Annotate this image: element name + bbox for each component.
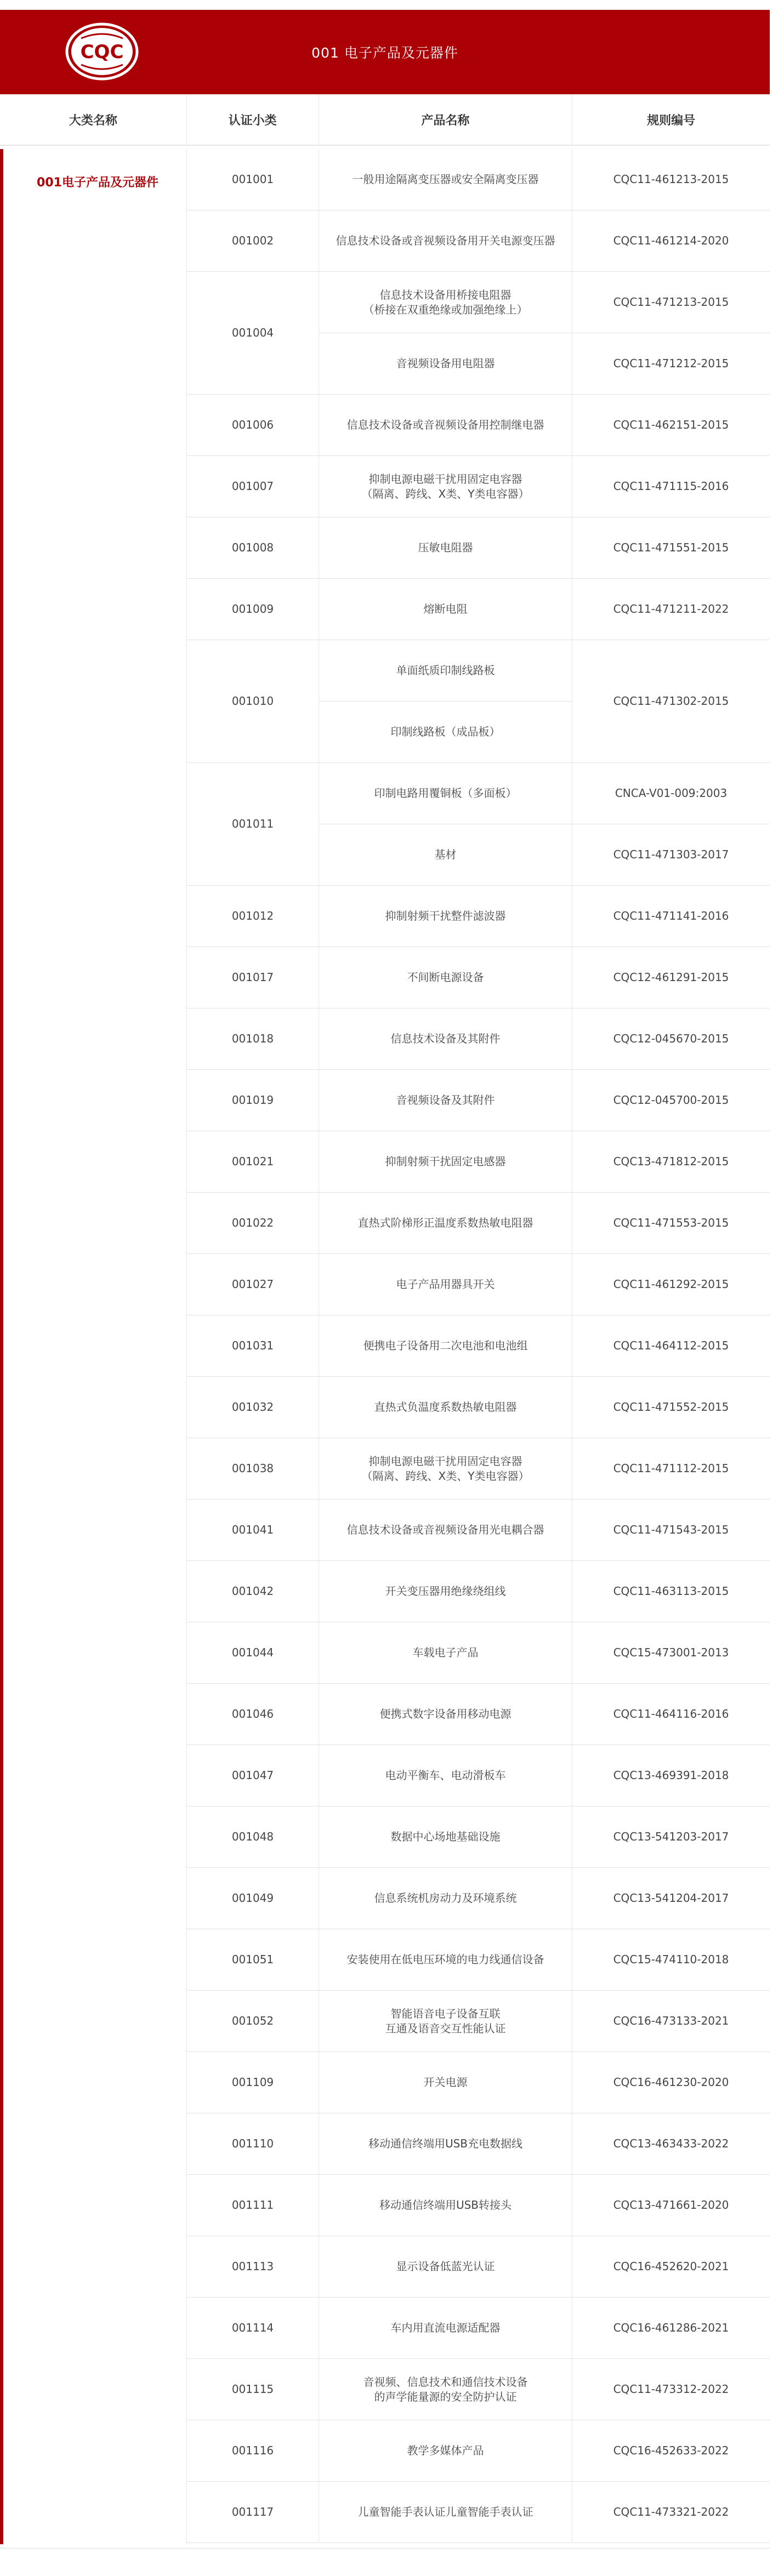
- table-row: [187, 1806, 770, 1868]
- rule-number: CQC11-471213-2015: [613, 295, 729, 309]
- cqc-logo-icon: [65, 22, 139, 81]
- product-name: 基材: [319, 824, 572, 885]
- table-row: [187, 2175, 770, 2236]
- product-name: 熔断电阻: [319, 579, 572, 640]
- product-name: 抑制射频干扰固定电感器: [319, 1131, 572, 1192]
- table-row: [187, 2420, 770, 2482]
- subclass-code: 001114: [187, 2298, 319, 2358]
- table-header: [0, 94, 770, 146]
- product-name: 信息系统机房动力及环境系统: [319, 1868, 572, 1929]
- table-row: [187, 2236, 770, 2298]
- rule-number: CQC11-471543-2015: [613, 1523, 729, 1536]
- table-row: [187, 149, 770, 210]
- rule-number: CQC16-473133-2021: [613, 2014, 729, 2027]
- product-name: 数据中心场地基础设施: [319, 1806, 572, 1867]
- rule-number: CQC11-461213-2015: [613, 173, 729, 186]
- product-name: 移动通信终端用USB充电数据线: [319, 2113, 572, 2174]
- subclass-code: 001009: [187, 579, 319, 640]
- rule-number: CQC13-469391-2018: [613, 1769, 729, 1782]
- product-name: 信息技术设备或音视频设备用光电耦合器: [319, 1500, 572, 1560]
- product-name: 不间断电源设备: [319, 947, 572, 1008]
- table-row: [187, 1008, 770, 1070]
- category-accent-bar: [0, 149, 3, 2544]
- subclass-code: 001044: [187, 1622, 319, 1683]
- table-row: [187, 640, 770, 763]
- subclass-code: 001113: [187, 2236, 319, 2297]
- subclass-code: 001031: [187, 1315, 319, 1376]
- product-name: 信息技术设备及其附件: [319, 1008, 572, 1069]
- rule-number: CQC11-461214-2020: [613, 234, 729, 247]
- subclass-code: 001052: [187, 1991, 319, 2051]
- table-row: [187, 579, 770, 640]
- rule-number: CQC11-461292-2015: [613, 1278, 729, 1291]
- rule-number: CQC12-045670-2015: [613, 1032, 729, 1045]
- rule-number: CQC15-474110-2018: [613, 1953, 729, 1966]
- product-name: 便携式数字设备用移动电源: [319, 1684, 572, 1745]
- subclass-code: 001046: [187, 1684, 319, 1745]
- table-row: [187, 456, 770, 517]
- table-row: [187, 1377, 770, 1438]
- rule-number: CQC11-471141-2016: [613, 909, 729, 922]
- table-row: [187, 1745, 770, 1806]
- table-row: [187, 763, 770, 886]
- subclass-code: 001047: [187, 1745, 319, 1806]
- rule-number: CQC11-473321-2022: [613, 2505, 729, 2518]
- table-row: [187, 1315, 770, 1377]
- table-row: [187, 2482, 770, 2543]
- table-row: [187, 1438, 770, 1500]
- subclass-code: 001018: [187, 1008, 319, 1069]
- product-name: 电动平衡车、电动滑板车: [319, 1745, 572, 1806]
- subclass-code: 001042: [187, 1561, 319, 1622]
- rule-number: CQC11-473312-2022: [613, 2383, 729, 2396]
- rule-number: CQC16-461230-2020: [613, 2076, 729, 2089]
- category-label: 001电子产品及元器件: [37, 176, 158, 190]
- header-category: 大类名称: [69, 113, 117, 128]
- table-body: [0, 149, 770, 2544]
- product-name: 直热式负温度系数热敏电阻器: [319, 1377, 572, 1438]
- product-name: 信息技术设备用桥接电阻器 （桥接在双重绝缘或加强绝缘上）: [319, 272, 572, 333]
- subclass-code: 001011: [187, 763, 319, 885]
- page-banner: [0, 10, 770, 94]
- table-row: [187, 886, 770, 947]
- subclass-code: 001004: [187, 272, 319, 394]
- product-name: 车载电子产品: [319, 1622, 572, 1683]
- product-name: 智能语音电子设备互联 互通及语音交互性能认证: [319, 1991, 572, 2051]
- product-name: 抑制电源电磁干扰用固定电容器 （隔离、跨线、X类、Y类电容器）: [319, 456, 572, 517]
- rule-number: CQC15-473001-2013: [613, 1646, 729, 1659]
- rule-number: CQC11-471553-2015: [613, 1216, 729, 1229]
- product-name: 显示设备低蓝光认证: [319, 2236, 572, 2297]
- product-name: 音视频、信息技术和通信技术设备 的声学能量源的安全防护认证: [319, 2359, 572, 2420]
- subclass-code: 001116: [187, 2420, 319, 2481]
- subclass-code: 001017: [187, 947, 319, 1008]
- subclass-code: 001049: [187, 1868, 319, 1929]
- table-row: [187, 1254, 770, 1315]
- product-name: 移动通信终端用USB转接头: [319, 2175, 572, 2236]
- table-row: [187, 210, 770, 272]
- subclass-code: 001007: [187, 456, 319, 517]
- product-name: 信息技术设备或音视频设备用控制继电器: [319, 395, 572, 455]
- subclass-code: 001002: [187, 210, 319, 271]
- product-name: 儿童智能手表认证儿童智能手表认证: [319, 2482, 572, 2543]
- subclass-code: 001001: [187, 149, 319, 210]
- table-row: [187, 2359, 770, 2420]
- table-row: [187, 272, 770, 395]
- product-name: 安装使用在低电压环境的电力线通信设备: [319, 1929, 572, 1990]
- table-footer-line: [0, 2547, 770, 2549]
- rule-number: CQC12-461291-2015: [613, 971, 729, 984]
- product-name: 抑制电源电磁干扰用固定电容器 （隔离、跨线、X类、Y类电容器）: [319, 1438, 572, 1499]
- subclass-code: 001109: [187, 2052, 319, 2113]
- subclass-code: 001006: [187, 395, 319, 455]
- product-name: 信息技术设备或音视频设备用开关电源变压器: [319, 210, 572, 271]
- subclass-code: 001115: [187, 2359, 319, 2420]
- rule-number: CQC13-541203-2017: [613, 1830, 729, 1843]
- svg-text:CQC: CQC: [80, 41, 124, 63]
- table-row: [187, 1561, 770, 1622]
- subclass-code: 001041: [187, 1500, 319, 1560]
- product-name: 开关变压器用绝缘绕组线: [319, 1561, 572, 1622]
- rule-number: CQC11-471302-2015: [613, 694, 729, 708]
- table-row: [187, 1991, 770, 2052]
- table-row: [187, 1929, 770, 1991]
- subclass-code: 001038: [187, 1438, 319, 1499]
- table-row: [187, 1500, 770, 1561]
- rule-number: CQC11-471303-2017: [613, 848, 729, 861]
- product-name: 印制线路板（成品板）: [319, 702, 572, 762]
- table-row: [187, 2052, 770, 2113]
- table-row: [187, 2298, 770, 2359]
- rule-number: CQC16-461286-2021: [613, 2321, 729, 2334]
- subclass-code: 001021: [187, 1131, 319, 1192]
- rule-number: CQC11-471552-2015: [613, 1400, 729, 1414]
- product-name: 教学多媒体产品: [319, 2420, 572, 2481]
- subclass-code: 001110: [187, 2113, 319, 2174]
- product-name: 音视频设备用电阻器: [319, 333, 572, 394]
- rule-number: CQC11-471115-2016: [613, 480, 729, 493]
- table-row: [187, 395, 770, 456]
- table-row: [187, 1070, 770, 1131]
- rule-number: CQC11-463113-2015: [613, 1585, 729, 1598]
- rule-number: CQC11-464116-2016: [613, 1707, 729, 1720]
- table-row: [187, 517, 770, 579]
- product-name: 单面纸质印制线路板: [319, 640, 572, 701]
- rule-number: CQC13-471661-2020: [613, 2198, 729, 2212]
- header-rule: 规则编号: [572, 94, 770, 145]
- product-name: 直热式阶梯形正温度系数热敏电阻器: [319, 1193, 572, 1253]
- table-row: [187, 947, 770, 1008]
- product-name: 印制电路用覆铜板（多面板）: [319, 763, 572, 824]
- subclass-code: 001019: [187, 1070, 319, 1131]
- table-row: [187, 2113, 770, 2175]
- product-name: 抑制射频干扰整件滤波器: [319, 886, 572, 947]
- subclass-code: 001027: [187, 1254, 319, 1315]
- rule-number: CQC13-541204-2017: [613, 1891, 729, 1905]
- subclass-code: 001048: [187, 1806, 319, 1867]
- rule-number: CQC11-464112-2015: [613, 1339, 729, 1352]
- subclass-code: 001008: [187, 517, 319, 578]
- table-row: [187, 1131, 770, 1193]
- header-product: 产品名称: [319, 94, 572, 145]
- product-name: 车内用直流电源适配器: [319, 2298, 572, 2358]
- subclass-code: 001022: [187, 1193, 319, 1253]
- table-row: [187, 1868, 770, 1929]
- subclass-code: 001010: [187, 640, 319, 762]
- rule-number: CQC11-462151-2015: [613, 418, 729, 431]
- product-name: 音视频设备及其附件: [319, 1070, 572, 1131]
- subclass-code: 001111: [187, 2175, 319, 2236]
- rule-number: CQC11-471551-2015: [613, 541, 729, 554]
- product-name: 一般用途隔离变压器或安全隔离变压器: [319, 149, 572, 210]
- product-name: 开关电源: [319, 2052, 572, 2113]
- subclass-code: 001051: [187, 1929, 319, 1990]
- product-name: 便携电子设备用二次电池和电池组: [319, 1315, 572, 1376]
- header-subclass: 认证小类: [186, 94, 319, 145]
- page-title: 001 电子产品及元器件: [311, 45, 458, 61]
- rule-number: CNCA-V01-009:2003: [615, 787, 728, 800]
- rule-number: CQC11-471212-2015: [613, 357, 729, 370]
- product-name: 压敏电阻器: [319, 517, 572, 578]
- category-cell: [9, 149, 187, 2544]
- rule-number: CQC13-471812-2015: [613, 1155, 729, 1168]
- subclass-code: 001117: [187, 2482, 319, 2543]
- row-divider: [319, 701, 572, 702]
- product-name: 电子产品用器具开关: [319, 1254, 572, 1315]
- rule-number: CQC13-463433-2022: [613, 2137, 729, 2150]
- table-row: [187, 1684, 770, 1745]
- rule-number: CQC16-452620-2021: [613, 2260, 729, 2273]
- table-row: [187, 1622, 770, 1684]
- subclass-code: 001032: [187, 1377, 319, 1438]
- table-row: [187, 1193, 770, 1254]
- rule-number: CQC11-471211-2022: [613, 602, 729, 615]
- rule-number: CQC12-045700-2015: [613, 1093, 729, 1107]
- subclass-code: 001012: [187, 886, 319, 947]
- rule-number: CQC16-452633-2022: [613, 2444, 729, 2457]
- rule-number: CQC11-471112-2015: [613, 1462, 729, 1475]
